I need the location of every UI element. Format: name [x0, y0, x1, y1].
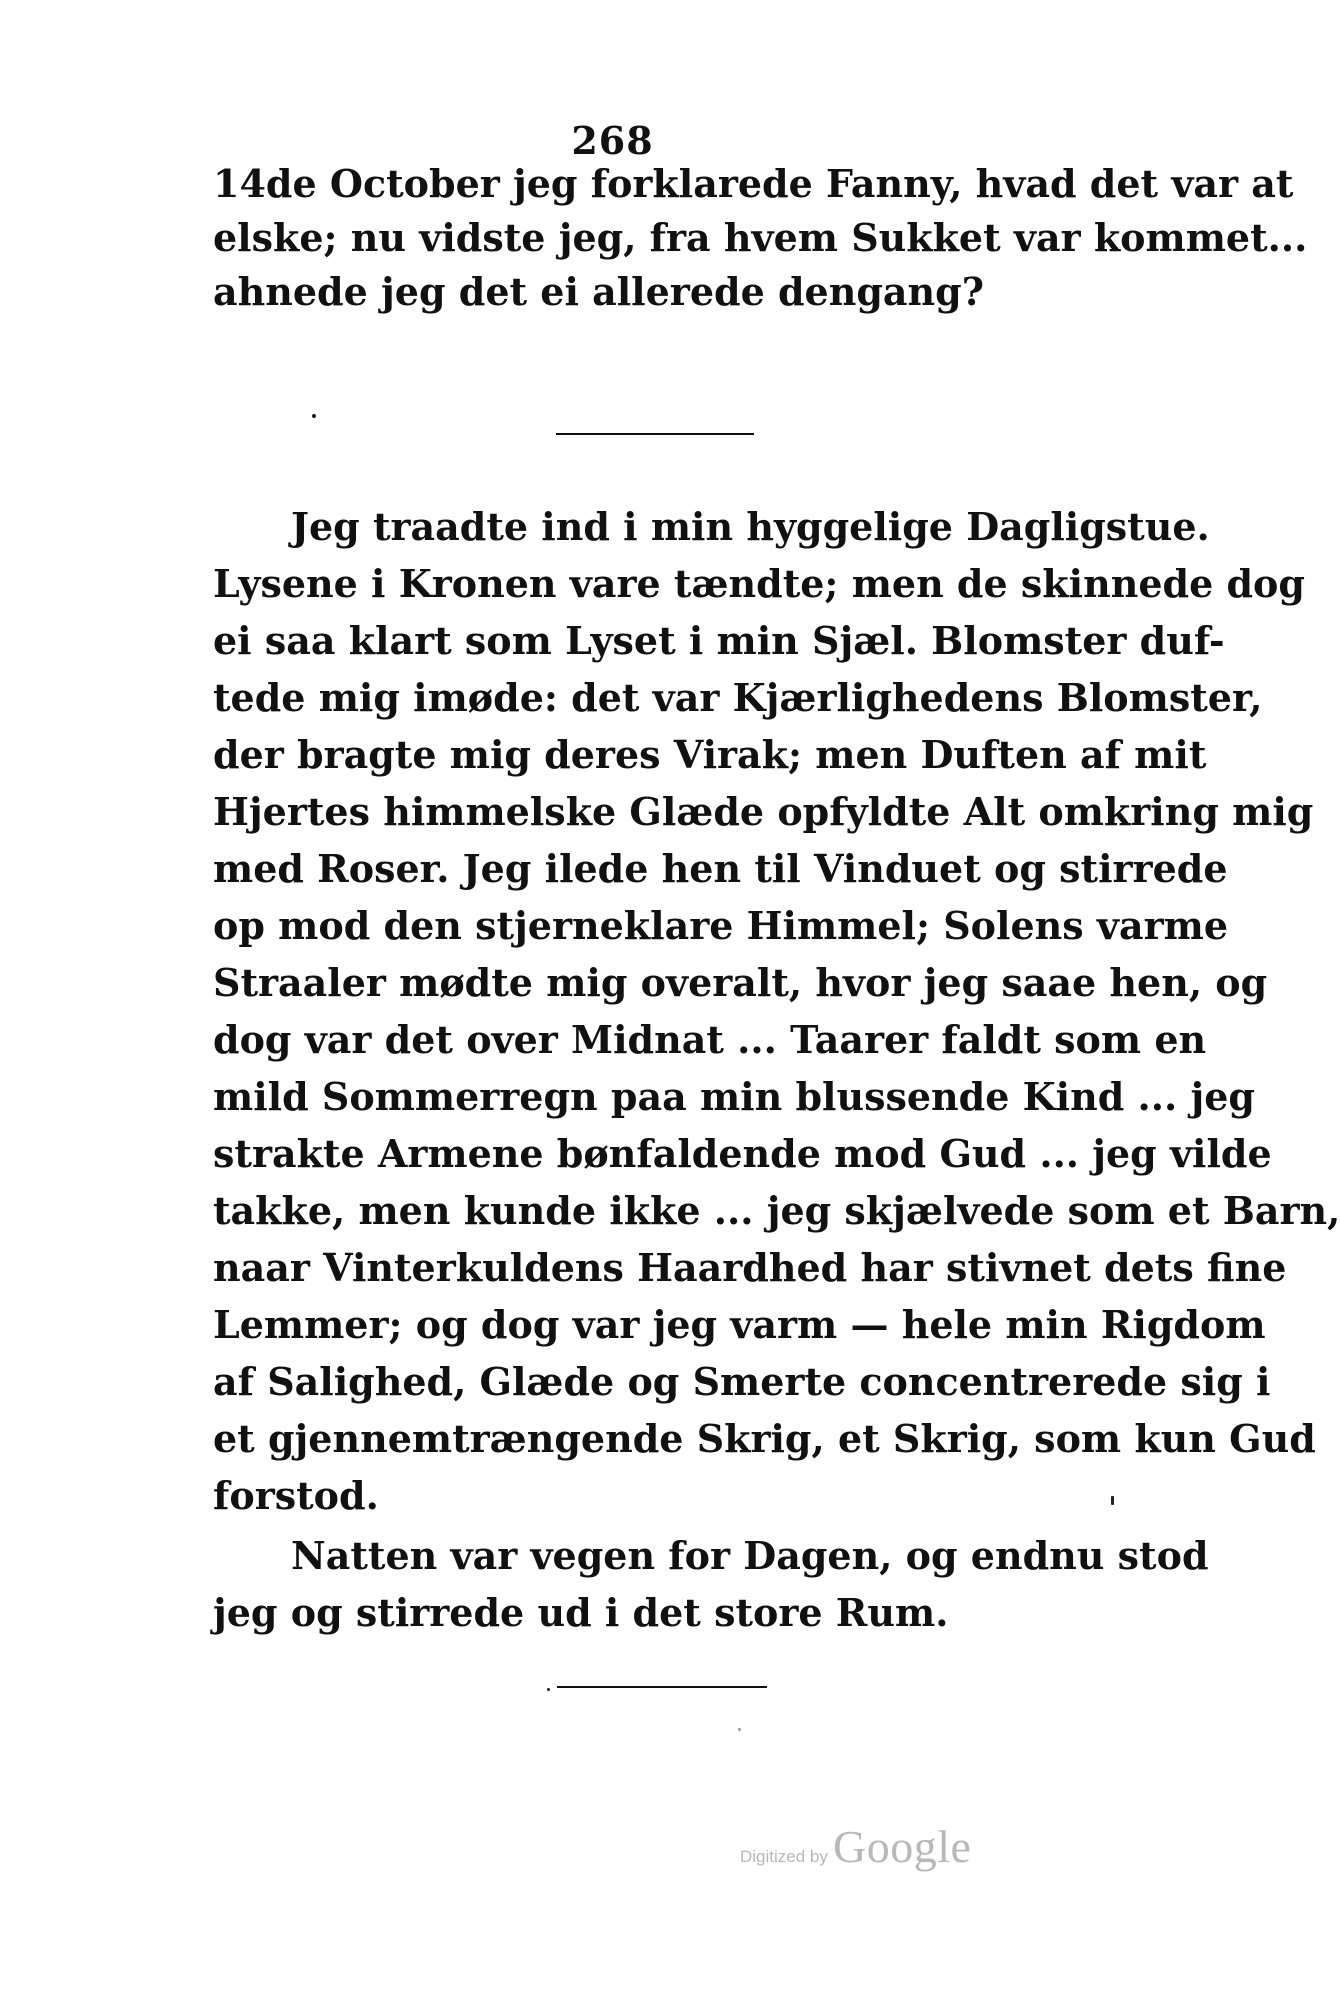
speck [1111, 1496, 1114, 1505]
text-line: naar Vinterkuldens Haardhed har stivnet dets fine [213, 1245, 1287, 1290]
text-line: Natten var vegen for Dagen, og endnu stod [291, 1533, 1209, 1578]
text-line: jeg og stirrede ud i det store Rum. [213, 1590, 949, 1635]
section-divider [557, 1686, 767, 1688]
text-line: et gjennemtrængende Skrig, et Skrig, som kun Gud [213, 1416, 1316, 1461]
text-line: forstod. [213, 1473, 379, 1518]
speck [312, 414, 316, 418]
text-line: mild Sommerregn paa min blussende Kind ... jeg [213, 1074, 1255, 1119]
text-line: Jeg traadte ind i min hyggelige Dagligstue. [291, 504, 1210, 549]
text-line: Straaler mødte mig overalt, hvor jeg saae hen, og [213, 960, 1268, 1005]
watermark-brand: Google [832, 1821, 972, 1872]
text-line: Lemmer; og dog var jeg varm — hele min Rigdom [213, 1302, 1266, 1347]
section-divider [556, 433, 754, 435]
text-line: dog var det over Midnat ... Taarer faldt som en [213, 1017, 1207, 1062]
text-line: med Roser. Jeg ilede hen til Vinduet og stirrede [213, 846, 1228, 891]
text-line: af Salighed, Glæde og Smerte concentrerede sig i [213, 1359, 1271, 1404]
speck [738, 1728, 741, 1731]
text-line: ei saa klart som Lyset i min Sjæl. Blomster duf- [213, 618, 1225, 663]
text-line: op mod den stjerneklare Himmel; Solens varme [213, 903, 1228, 948]
text-line: 14de October jeg forklarede Fanny, hvad det var at [213, 161, 1294, 206]
text-line: ahnede jeg det ei allerede dengang? [213, 269, 985, 314]
text-line: Hjertes himmelske Glæde opfyldte Alt omkring mig [213, 789, 1314, 834]
speck [547, 1688, 550, 1691]
text-line: Lysene i Kronen vare tændte; men de skinnede dog [213, 561, 1305, 606]
text-line: der bragte mig deres Virak; men Duften af mit [213, 732, 1207, 777]
text-line: strakte Armene bønfaldende mod Gud ... jeg vilde [213, 1131, 1272, 1176]
text-line: elske; nu vidste jeg, fra hvem Sukket var kommet... [213, 215, 1308, 260]
text-line: tede mig imøde: det var Kjærlighedens Blomster, [213, 675, 1263, 720]
page-number: 268 [571, 118, 654, 163]
text-line: takke, men kunde ikke ... jeg skjælvede som et Barn, [213, 1188, 1340, 1233]
digitized-by-google-watermark [740, 1820, 971, 1873]
watermark-prefix: Digitized by [740, 1847, 828, 1866]
